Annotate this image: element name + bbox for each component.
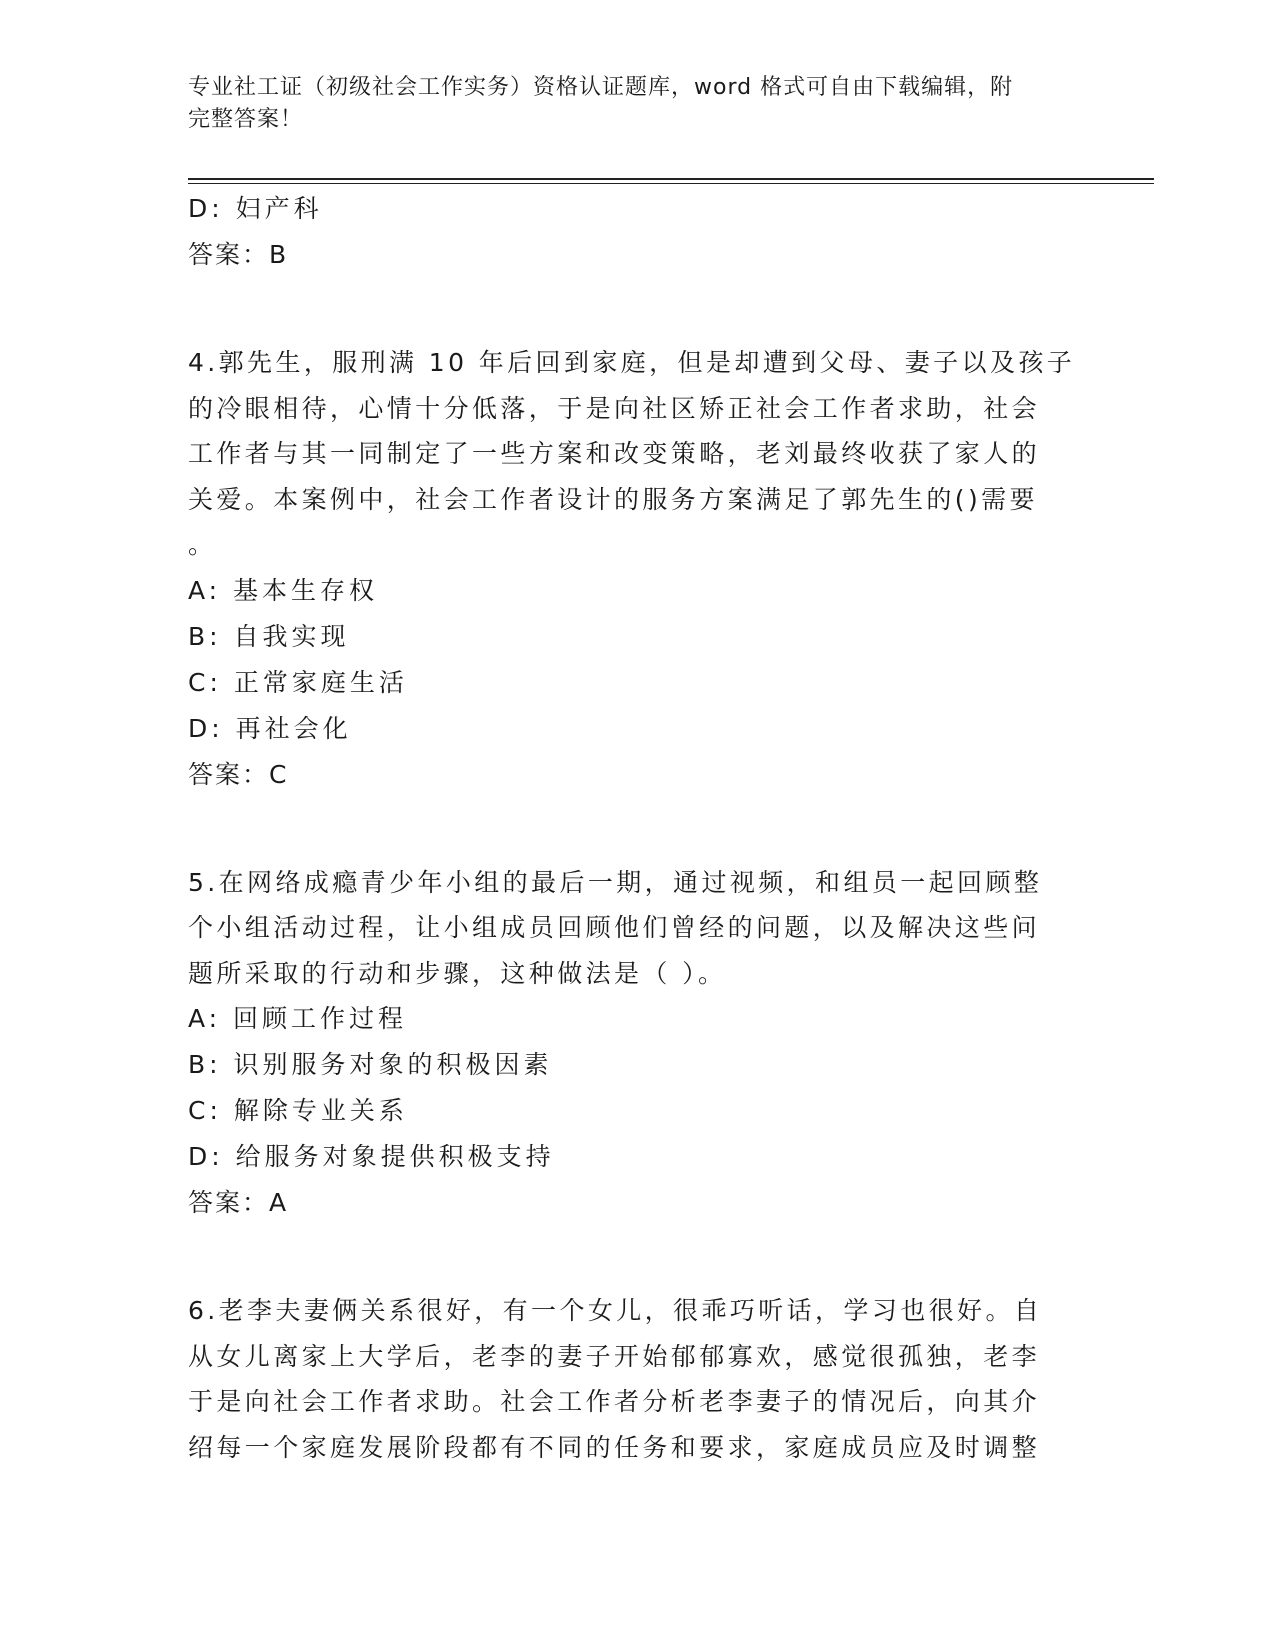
option-d: D: 妇产科: [188, 194, 323, 223]
option-b: B: 自我实现: [188, 621, 350, 651]
answer-line: 答案：B: [188, 240, 289, 269]
header-line-2: 完整答案！: [188, 107, 304, 132]
stem-line: 绍每一个家庭发展阶段都有不同的任务和要求，家庭成员应及时调整: [188, 1432, 1041, 1462]
page-header: [188, 72, 1068, 136]
option-d: D: 给服务对象提供积极支持: [188, 1142, 555, 1171]
stem-line: 4.郭先生，服刑满 10 年后回到家庭，但是却遭到父母、妻子以及孩子: [188, 348, 1076, 377]
option-a: A: 回顾工作过程: [188, 1004, 408, 1033]
header-line-1: 专业社工证（初级社会工作实务）资格认证题库，word 格式可自由下载编辑，附: [188, 75, 1014, 100]
stem-line: 从女儿离家上大学后，老李的妻子开始郁郁寡欢，感觉很孤独，老李: [188, 1341, 1041, 1371]
option-c: C: 正常家庭生活: [188, 667, 408, 697]
stem-line: 6.老李夫妻俩关系很好，有一个女儿，很乖巧听话，学习也很好。自: [188, 1296, 1043, 1325]
option-d: D: 再社会化: [188, 713, 352, 743]
spacer: [188, 278, 1088, 340]
stem-line: 个小组活动过程，让小组成员回顾他们曾经的问题，以及解决这些问: [188, 913, 1041, 942]
option-c: C: 解除专业关系: [188, 1096, 408, 1125]
stem-line: 。: [188, 530, 217, 559]
stem-line: 工作者与其一同制定了一些方案和改变策略，老刘最终收获了家人的: [188, 439, 1041, 468]
answer-line: 答案：A: [188, 1188, 289, 1217]
question-stem: [188, 860, 1088, 997]
header-divider-thin: [188, 183, 1154, 184]
document-body: [188, 186, 1088, 1470]
answer-line: 答案：C: [188, 759, 289, 789]
option-b: B: 识别服务对象的积极因素: [188, 1050, 553, 1079]
option-a: A: 基本生存权: [188, 575, 379, 605]
question-3-tail: [188, 186, 1088, 278]
question-4: [188, 340, 1088, 798]
stem-line: 于是向社会工作者求助。社会工作者分析老李妻子的情况后，向其介: [188, 1387, 1041, 1416]
question-5: [188, 860, 1088, 1227]
spacer: [188, 1226, 1088, 1288]
stem-line: 题所采取的行动和步骤，这种做法是（ ）。: [188, 958, 727, 988]
stem-line: 关爱。本案例中，社会工作者设计的服务方案满足了郭先生的()需要: [188, 484, 1038, 514]
question-6: [188, 1288, 1088, 1470]
stem-line: 5.在网络成瘾青少年小组的最后一期，通过视频，和组员一起回顾整: [188, 867, 1043, 897]
question-stem: [188, 1288, 1088, 1470]
header-divider-thick: [188, 178, 1154, 180]
question-stem: [188, 340, 1088, 568]
spacer: [188, 798, 1088, 860]
stem-line: 的冷眼相待，心情十分低落，于是向社区矫正社会工作者求助，社会: [188, 393, 1041, 423]
